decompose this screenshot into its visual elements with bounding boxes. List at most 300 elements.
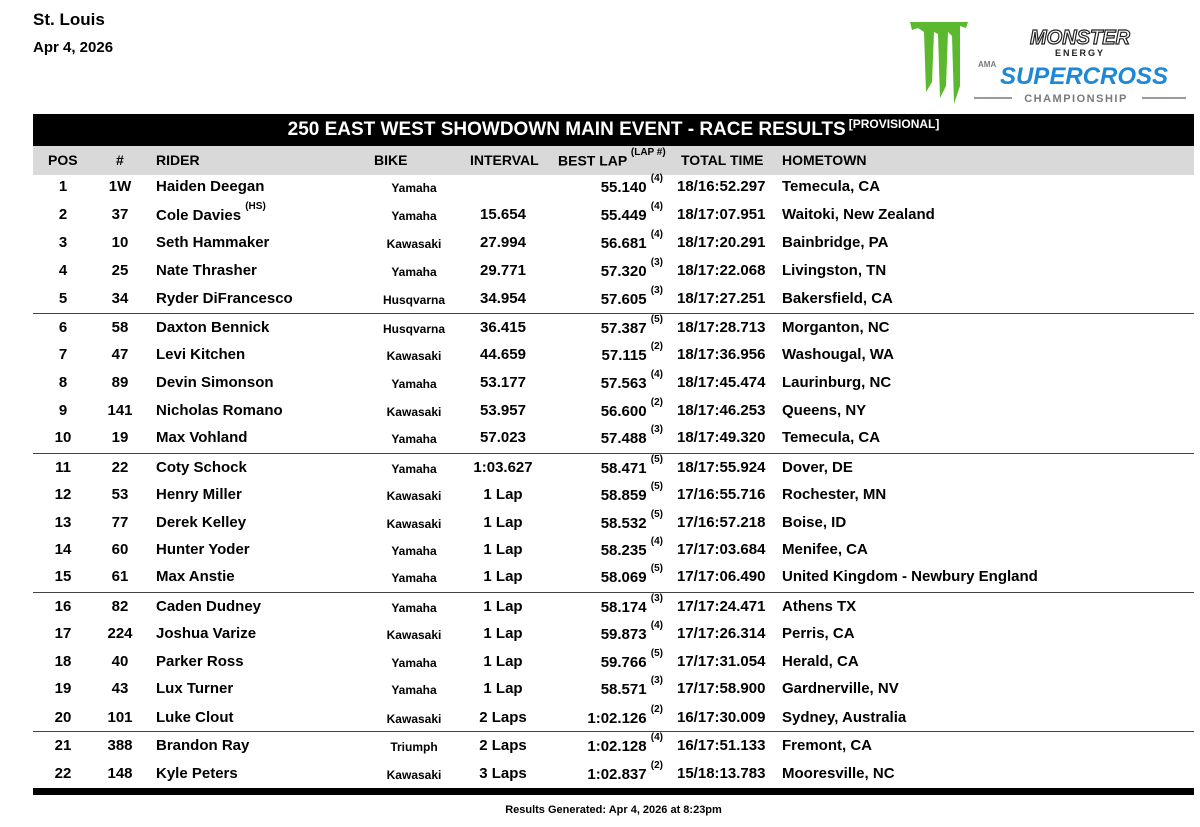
- rider-cell: [156, 374, 274, 391]
- best-lap-cell-text: 58.571: [600, 681, 647, 698]
- number-cell: [90, 709, 150, 726]
- total-time-cell-text: 18/17:07.951: [677, 206, 766, 223]
- number-cell: [90, 765, 150, 782]
- rider-cell: [156, 653, 244, 670]
- interval-cell-text: 1 Lap: [483, 625, 523, 642]
- rider-cell: [156, 290, 293, 307]
- interval-cell-text: 1 Lap: [483, 486, 523, 503]
- header-num: #: [116, 152, 124, 168]
- interval-cell: [453, 402, 553, 419]
- number-cell-text: 53: [111, 486, 129, 503]
- logo-ama-text: AMA: [978, 60, 997, 69]
- group-divider: [33, 453, 1194, 454]
- total-time-cell: [677, 206, 765, 223]
- best-lap-number: (2): [650, 341, 663, 352]
- table-row: [33, 649, 1194, 676]
- hometown-cell: [782, 429, 880, 446]
- hometown-cell-text: Temecula, CA: [782, 429, 881, 446]
- pos-cell-text: 7: [58, 346, 68, 363]
- total-time-cell: [677, 765, 765, 782]
- hometown-cell-text: Menifee, CA: [782, 541, 868, 558]
- pos-cell: [33, 262, 93, 279]
- best-lap-number: (5): [650, 481, 663, 492]
- table-row: [33, 202, 1194, 229]
- interval-cell-text: 1:03.627: [473, 459, 533, 476]
- number-cell: [90, 625, 150, 642]
- number-cell-text: 89: [111, 374, 129, 391]
- bottom-rule: [33, 788, 1194, 795]
- bike-cell-text: Yamaha: [391, 432, 437, 446]
- table-row: [33, 230, 1194, 257]
- total-time-cell: [677, 290, 765, 307]
- number-cell-text: 40: [111, 653, 129, 670]
- interval-cell: [453, 514, 553, 531]
- rider-cell: [156, 346, 245, 363]
- best-lap-cell-text: 58.069: [600, 569, 647, 586]
- number-cell: [90, 262, 150, 279]
- rider-cell-text: Henry Miller: [156, 486, 242, 503]
- number-cell: [90, 598, 150, 615]
- table-row: [33, 621, 1194, 648]
- total-time-cell-text: 17/17:24.471: [677, 598, 766, 615]
- interval-cell: [453, 262, 553, 279]
- best-lap-number: (2): [650, 397, 663, 408]
- logo-monster-text: MONSTER: [1030, 27, 1130, 49]
- bike-cell-text: Yamaha: [391, 656, 437, 670]
- pos-cell-text: 4: [58, 262, 68, 279]
- interval-cell: [453, 319, 553, 336]
- interval-cell-text: 2 Laps: [479, 737, 527, 754]
- rider-cell-text: Nate Thrasher: [156, 262, 257, 279]
- hometown-cell: [782, 374, 891, 391]
- pos-cell-text: 11: [55, 459, 71, 476]
- bike-cell-text: Kawasaki: [386, 405, 442, 419]
- best-lap-cell: [553, 648, 663, 671]
- best-lap-cell-text: 57.387: [600, 320, 647, 337]
- table-header: [33, 146, 1194, 175]
- best-lap-cell-text: 57.605: [600, 291, 647, 308]
- header-interval: INTERVAL: [470, 152, 539, 168]
- total-time-cell-text: 18/17:22.068: [677, 262, 766, 279]
- hometown-cell: [782, 402, 866, 419]
- interval-cell: [453, 765, 553, 782]
- hometown-cell: [782, 290, 893, 307]
- rider-cell-text: Luke Clout: [156, 709, 234, 726]
- rider-cell-text: Max Anstie: [156, 568, 235, 585]
- rider-cell: [156, 680, 233, 697]
- best-lap-number: (4): [650, 620, 663, 631]
- logo-supercross-text: SUPERCROSS: [999, 63, 1169, 90]
- rider-cell: [156, 765, 238, 782]
- number-cell: [90, 653, 150, 670]
- best-lap-number: (4): [650, 229, 663, 240]
- number-cell-text: 224: [107, 625, 133, 642]
- hometown-cell: [782, 206, 935, 223]
- pos-cell: [33, 568, 93, 585]
- bike-cell-text: Yamaha: [391, 377, 437, 391]
- pos-cell: [33, 486, 93, 503]
- hometown-cell: [782, 737, 872, 754]
- interval-cell: [453, 290, 553, 307]
- bike-cell-text: Yamaha: [391, 209, 437, 223]
- number-cell-text: 22: [111, 459, 129, 476]
- pos-cell: [33, 514, 93, 531]
- header-hometown: HOMETOWN: [782, 152, 867, 168]
- best-lap-number: (2): [650, 704, 663, 715]
- interval-cell-text: 29.771: [480, 262, 526, 279]
- rider-cell-text: Ryder DiFrancesco: [156, 290, 293, 307]
- total-time-cell: [677, 541, 765, 558]
- total-time-cell: [677, 737, 765, 754]
- total-time-cell: [677, 709, 765, 726]
- best-lap-number: (5): [650, 509, 663, 520]
- total-time-cell-text: 15/18:13.783: [677, 765, 766, 782]
- rider-cell-text: Derek Kelley: [156, 514, 247, 531]
- hometown-cell-text: Temecula, CA: [782, 178, 881, 195]
- hometown-cell-text: Athens TX: [782, 598, 857, 615]
- bike-cell-text: Yamaha: [391, 601, 437, 615]
- best-lap-cell: [553, 732, 663, 755]
- hometown-cell: [782, 262, 886, 279]
- best-lap-cell: [553, 424, 663, 447]
- hometown-cell: [782, 459, 853, 476]
- bike-cell-text: Kawasaki: [386, 489, 442, 503]
- header-best-lap-label: BEST LAP: [558, 152, 627, 169]
- number-cell: [90, 568, 150, 585]
- best-lap-cell: [553, 675, 663, 698]
- hometown-cell-text: Gardnerville, NV: [782, 680, 899, 697]
- header-best-lap-sup: (LAP #): [630, 147, 666, 158]
- number-cell: [90, 290, 150, 307]
- best-lap-cell: [553, 314, 663, 337]
- best-lap-cell: [553, 285, 663, 308]
- total-time-cell-text: 18/17:55.924: [677, 459, 766, 476]
- best-lap-cell-text: 59.766: [600, 654, 647, 671]
- group-divider: [33, 731, 1194, 732]
- hometown-cell-text: Livingston, TN: [782, 262, 887, 279]
- results-title-bar: [33, 114, 1194, 146]
- interval-cell-text: 57.023: [480, 429, 526, 446]
- total-time-cell: [677, 402, 765, 419]
- total-time-cell: [677, 178, 765, 195]
- total-time-cell: [677, 459, 765, 476]
- number-cell-text: 58: [111, 319, 129, 336]
- hometown-cell-text: Fremont, CA: [782, 737, 872, 754]
- pos-cell-text: 16: [54, 598, 72, 615]
- best-lap-cell: [553, 229, 663, 252]
- hometown-cell-text: Rochester, MN: [782, 486, 887, 503]
- bike-cell-text: Triumph: [390, 740, 438, 754]
- best-lap-cell-text: 59.873: [600, 626, 647, 643]
- interval-cell-text: 3 Laps: [479, 765, 527, 782]
- hometown-cell-text: Mooresville, NC: [782, 765, 895, 782]
- number-cell-text: 82: [111, 598, 129, 615]
- rider-cell: [156, 429, 247, 446]
- bike-cell-text: Yamaha: [391, 571, 437, 585]
- pos-cell-text: 3: [58, 234, 68, 251]
- number-cell: [90, 206, 150, 223]
- rider-cell: [156, 541, 250, 558]
- total-time-cell: [677, 625, 765, 642]
- hometown-cell: [782, 319, 889, 336]
- pos-cell: [33, 234, 93, 251]
- total-time-cell: [677, 429, 765, 446]
- pos-cell-text: 5: [58, 290, 68, 307]
- best-lap-number: (3): [650, 257, 663, 268]
- table-row: [33, 761, 1194, 788]
- table-row: [33, 258, 1194, 285]
- rider-cell-text: Caden Dudney: [156, 598, 262, 615]
- best-lap-cell: [553, 481, 663, 504]
- table-row: [33, 370, 1194, 397]
- number-cell: [90, 402, 150, 419]
- number-cell: [90, 234, 150, 251]
- rider-cell: [156, 737, 249, 754]
- number-cell-text: 43: [111, 680, 129, 697]
- bike-cell-text: Kawasaki: [386, 712, 442, 726]
- rider-cell-text: Cole Davies: [156, 207, 242, 224]
- rider-cell-text: Lux Turner: [156, 680, 234, 697]
- interval-cell: [453, 206, 553, 223]
- rider-cell-text: Joshua Varize: [156, 625, 257, 642]
- bike-cell-text: Kawasaki: [386, 628, 442, 642]
- best-lap-cell-text: 55.140: [600, 179, 647, 196]
- total-time-cell-text: 18/17:46.253: [677, 402, 766, 419]
- pos-cell-text: 6: [58, 319, 68, 336]
- pos-cell-text: 8: [58, 374, 68, 391]
- rider-cell: [156, 459, 247, 476]
- rider-cell: [156, 319, 269, 336]
- pos-cell: [33, 429, 93, 446]
- interval-cell-text: 36.415: [480, 319, 526, 336]
- rider-cell-text: Parker Ross: [156, 653, 244, 670]
- best-lap-cell-text: 58.174: [600, 599, 647, 616]
- header-bike: BIKE: [374, 152, 408, 168]
- rider-cell-text: Devin Simonson: [156, 374, 274, 391]
- pos-cell: [33, 625, 93, 642]
- pos-cell-text: 18: [54, 653, 72, 670]
- pos-cell-text: 14: [54, 541, 72, 558]
- number-cell: [90, 178, 150, 195]
- hometown-cell-text: Waitoki, New Zealand: [782, 206, 935, 223]
- rider-cell-text: Seth Hammaker: [156, 234, 270, 251]
- best-lap-number: (4): [650, 536, 663, 547]
- bike-cell-text: Yamaha: [391, 462, 437, 476]
- best-lap-number: (3): [650, 285, 663, 296]
- best-lap-cell: [553, 173, 663, 196]
- hometown-cell: [782, 625, 855, 642]
- best-lap-number: (2): [650, 760, 663, 771]
- best-lap-cell: [553, 593, 663, 616]
- best-lap-cell: [553, 201, 663, 224]
- hometown-cell: [782, 653, 859, 670]
- best-lap-number: (3): [650, 593, 663, 604]
- number-cell-text: 388: [107, 737, 133, 754]
- best-lap-cell: [553, 536, 663, 559]
- table-row: [33, 733, 1194, 760]
- interval-cell: [453, 486, 553, 503]
- number-cell: [90, 737, 150, 754]
- number-cell: [90, 486, 150, 503]
- interval-cell: [453, 598, 553, 615]
- pos-cell: [33, 598, 93, 615]
- interval-cell-text: 44.659: [480, 346, 526, 363]
- best-lap-cell-text: 56.600: [600, 403, 647, 420]
- table-row: [33, 286, 1194, 313]
- rider-cell-text: Nicholas Romano: [156, 402, 283, 419]
- total-time-cell: [677, 374, 765, 391]
- bike-cell-text: Yamaha: [391, 181, 437, 195]
- hometown-cell-text: Bakersfield, CA: [782, 290, 893, 307]
- total-time-cell-text: 17/17:58.900: [677, 680, 766, 697]
- event-date: Apr 4, 2026: [33, 39, 114, 56]
- total-time-cell: [677, 598, 765, 615]
- interval-cell-text: 1 Lap: [483, 598, 523, 615]
- interval-cell: [453, 568, 553, 585]
- interval-cell-text: 1 Lap: [483, 680, 523, 697]
- pos-cell: [33, 680, 93, 697]
- total-time-cell-text: 18/17:36.956: [677, 346, 766, 363]
- rider-cell: [156, 402, 283, 419]
- total-time-cell-text: 18/17:45.474: [677, 374, 766, 391]
- pos-cell: [33, 653, 93, 670]
- monster-supercross-logo: [908, 16, 1190, 108]
- number-cell: [90, 541, 150, 558]
- total-time-cell: [677, 262, 765, 279]
- interval-cell-text: 15.654: [480, 206, 526, 223]
- interval-cell-text: 1 Lap: [483, 541, 523, 558]
- number-cell: [90, 319, 150, 336]
- rider-tag: (HS): [245, 201, 266, 212]
- bike-cell-text: Kawasaki: [386, 349, 442, 363]
- total-time-cell-text: 18/17:20.291: [677, 234, 766, 251]
- rider-cell: [156, 178, 264, 195]
- total-time-cell-text: 17/17:06.490: [677, 568, 766, 585]
- pos-cell-text: 19: [54, 680, 72, 697]
- interval-cell-text: 53.957: [480, 402, 526, 419]
- number-cell: [90, 680, 150, 697]
- table-row: [33, 425, 1194, 452]
- number-cell-text: 1W: [108, 178, 132, 195]
- pos-cell: [33, 459, 93, 476]
- group-divider: [33, 592, 1194, 593]
- best-lap-cell: [553, 760, 663, 783]
- hometown-cell-text: Washougal, WA: [782, 346, 894, 363]
- interval-cell: [453, 459, 553, 476]
- interval-cell-text: 1 Lap: [483, 653, 523, 670]
- rider-cell-text: Kyle Peters: [156, 765, 238, 782]
- hometown-cell: [782, 765, 895, 782]
- best-lap-cell: [553, 509, 663, 532]
- best-lap-cell-text: 58.859: [600, 487, 647, 504]
- table-row: [33, 510, 1194, 537]
- rider-cell: [156, 201, 266, 224]
- table-row: [33, 315, 1194, 342]
- best-lap-cell: [553, 563, 663, 586]
- best-lap-cell: [553, 341, 663, 364]
- pos-cell: [33, 206, 93, 223]
- interval-cell: [453, 680, 553, 697]
- number-cell: [90, 459, 150, 476]
- number-cell-text: 47: [111, 346, 129, 363]
- best-lap-cell-text: 58.532: [600, 515, 647, 532]
- table-row: [33, 174, 1194, 201]
- best-lap-cell: [553, 397, 663, 420]
- bike-cell-text: Husqvarna: [382, 322, 446, 336]
- header-pos: POS: [48, 152, 78, 168]
- bike-cell-text: Husqvarna: [382, 293, 446, 307]
- rider-cell-text: Hunter Yoder: [156, 541, 250, 558]
- table-row: [33, 398, 1194, 425]
- total-time-cell-text: 18/17:28.713: [677, 319, 766, 336]
- best-lap-number: (4): [650, 201, 663, 212]
- venue-name: St. Louis: [33, 10, 105, 29]
- rider-cell: [156, 234, 269, 251]
- pos-cell-text: 2: [58, 206, 68, 223]
- bike-cell: [339, 181, 489, 195]
- rider-cell: [156, 568, 235, 585]
- pos-cell-text: 12: [54, 486, 72, 503]
- best-lap-cell: [553, 257, 663, 280]
- rider-cell: [156, 709, 234, 726]
- interval-cell: [453, 737, 553, 754]
- interval-cell: [453, 346, 553, 363]
- provisional-tag: [PROVISIONAL]: [848, 117, 940, 131]
- total-time-cell-text: 17/17:26.314: [677, 625, 766, 642]
- table-row: [33, 342, 1194, 369]
- interval-cell-text: 1 Lap: [483, 514, 523, 531]
- total-time-cell-text: 17/17:31.054: [677, 653, 766, 670]
- logo-energy-text: ENERGY: [1054, 48, 1106, 58]
- total-time-cell-text: 16/17:51.133: [677, 737, 766, 754]
- best-lap-number: (4): [650, 369, 663, 380]
- group-divider: [33, 313, 1194, 314]
- pos-cell: [33, 346, 93, 363]
- total-time-cell-text: 16/17:30.009: [677, 709, 766, 726]
- pos-cell: [33, 374, 93, 391]
- hometown-cell: [782, 346, 894, 363]
- number-cell: [90, 514, 150, 531]
- total-time-cell: [677, 568, 765, 585]
- total-time-cell-text: 17/17:03.684: [677, 541, 766, 558]
- best-lap-cell-text: 57.563: [600, 375, 647, 392]
- logo-championship-text: CHAMPIONSHIP: [1024, 93, 1128, 105]
- pos-cell-text: 17: [54, 625, 72, 642]
- bike-cell-text: Kawasaki: [386, 768, 442, 782]
- bike-cell-text: Yamaha: [391, 544, 437, 558]
- table-row: [33, 564, 1194, 591]
- pos-cell: [33, 402, 93, 419]
- interval-cell-text: 27.994: [480, 234, 526, 251]
- table-row: [33, 482, 1194, 509]
- pos-cell-text: 22: [54, 765, 72, 782]
- best-lap-cell-text: 57.320: [600, 263, 647, 280]
- table-row: [33, 455, 1194, 482]
- best-lap-cell-text: 58.471: [600, 460, 647, 477]
- hometown-cell-text: Queens, NY: [782, 402, 867, 419]
- hometown-cell: [782, 709, 906, 726]
- bike-cell-text: Kawasaki: [386, 517, 442, 531]
- total-time-cell-text: 17/16:55.716: [677, 486, 766, 503]
- interval-cell: [453, 709, 553, 726]
- hometown-cell-text: Morganton, NC: [782, 319, 890, 336]
- best-lap-number: (4): [650, 173, 663, 184]
- best-lap-cell-text: 58.235: [600, 542, 647, 559]
- best-lap-number: (4): [650, 732, 663, 743]
- best-lap-cell-text: 1:02.128: [587, 738, 647, 755]
- interval-cell: [453, 234, 553, 251]
- bike-cell-text: Yamaha: [391, 683, 437, 697]
